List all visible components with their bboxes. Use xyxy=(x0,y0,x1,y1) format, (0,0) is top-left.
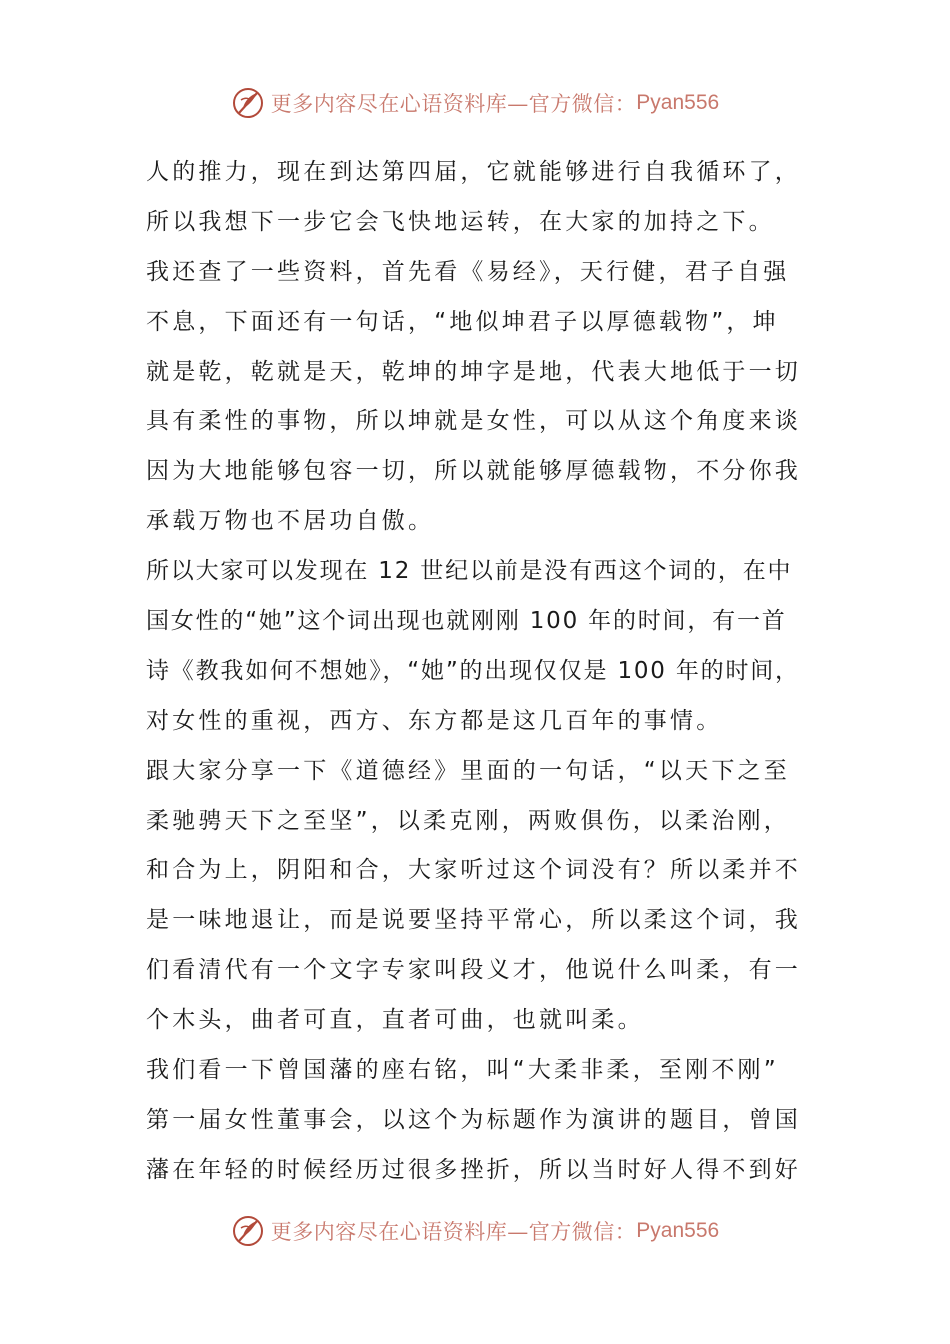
text-line: 我们看一下曾国藩的座右铭，叫“大柔非柔，至刚不刚” xyxy=(146,1057,779,1084)
text-line: 我还查了一些资料，首先看《易经》，天行健，君子自强 xyxy=(146,258,790,285)
footer-banner xyxy=(0,1208,950,1254)
text-line: 具有柔性的事物，所以坤就是女性，可以从这个角度来谈 xyxy=(146,408,801,435)
text-line: 不息，下面还有一句话，“地似坤君子以厚德载物”，坤 xyxy=(146,308,779,335)
text-line: 就是乾，乾就是天，乾坤的坤字是地，代表大地低于一切 xyxy=(146,358,801,385)
header-banner-wechat-id: Pyan556 xyxy=(636,91,720,114)
header-banner-text: 更多内容尽在心语资料库—官方微信： xyxy=(270,92,637,116)
text-line: 柔驰骋天下之至坚”，以柔克刚，两败俱伤，以柔治刚， xyxy=(146,807,790,834)
text-line: 国女性的“她”这个词出现也就刚刚 100 年的时间，有一首 xyxy=(146,608,787,635)
text-line: 跟大家分享一下《道德经》里面的一句话，“以天下之至 xyxy=(146,757,790,784)
text-line: 们看清代有一个文字专家叫段义才，他说什么叫柔，有一 xyxy=(146,957,801,984)
quill-logo-icon xyxy=(231,1214,265,1248)
footer-banner-wechat-id: Pyan556 xyxy=(636,1219,720,1242)
footer-banner-text: 更多内容尽在心语资料库—官方微信： xyxy=(270,1220,637,1244)
text-line: 人的推力，现在到达第四届，它就能够进行自我循环了， xyxy=(146,159,801,185)
document-body xyxy=(146,148,811,1196)
text-line: 藩在年轻的时候经历过很多挫折，所以当时好人得不到好 xyxy=(146,1156,801,1183)
text-line: 个木头，曲者可直，直者可曲，也就叫柔。 xyxy=(146,1007,644,1034)
text-line: 诗《教我如何不想她》，“她”的出现仅仅是 100 年的时间， xyxy=(146,657,800,684)
quill-logo-icon xyxy=(231,86,265,120)
text-line: 第一届女性董事会，以这个为标题作为演讲的题目，曾国 xyxy=(146,1106,801,1133)
text-line: 和合为上，阴阳和合，大家听过这个词没有？所以柔并不 xyxy=(146,857,801,884)
text-line: 承载万物也不居功自傲。 xyxy=(146,508,435,535)
text-line: 所以我想下一步它会飞快地运转，在大家的加持之下。 xyxy=(146,208,775,235)
text-line: 对女性的重视，西方、东方都是这几百年的事情。 xyxy=(146,707,723,734)
text-line: 因为大地能够包容一切，所以就能够厚德载物，不分你我 xyxy=(146,458,801,485)
header-banner xyxy=(0,80,950,126)
text-line: 是一味地退让，而是说要坚持平常心，所以柔这个词，我 xyxy=(146,907,801,934)
text-line: 所以大家可以发现在 12 世纪以前是没有西这个词的，在中 xyxy=(146,558,793,585)
